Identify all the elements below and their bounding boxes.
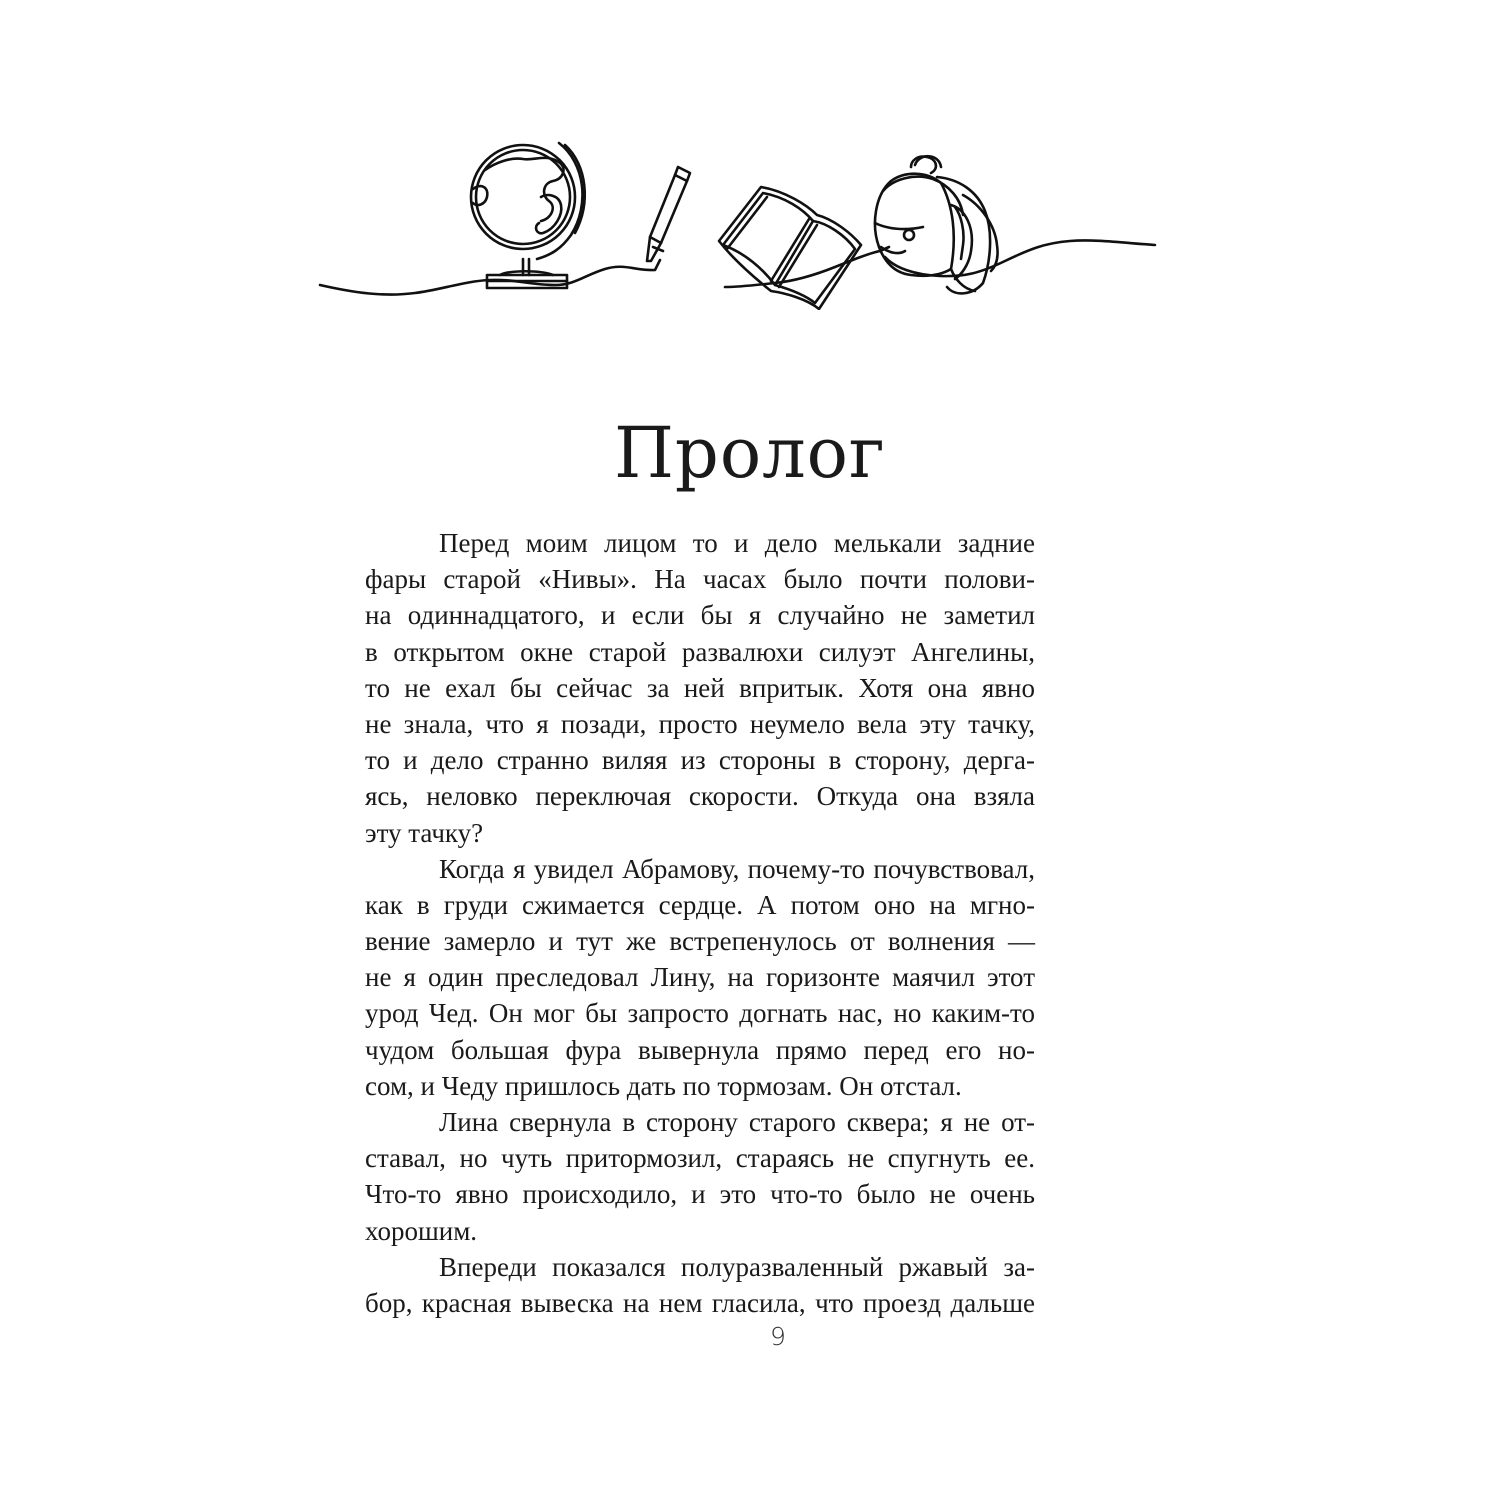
text-line: бор, красная вывеска на нем гласила, что проезд дальше	[365, 1287, 1035, 1318]
text-line: урод Чед. Он мог бы запросто догнать нас, но каким-то	[365, 998, 1035, 1029]
text-line: не знала, что я позади, просто неумело вела эту тачку,	[365, 708, 1035, 739]
text-line: Когда я увидел Абрамову, почему-то почувствовал,	[439, 853, 1035, 884]
text-line: не я один преследовал Лину, на горизонте маячил этот	[365, 962, 1035, 993]
text-line: хорошим.	[365, 1215, 478, 1246]
text-line: чудом большая фура вывернула прямо перед его но-	[365, 1034, 1035, 1065]
baseline-wave	[320, 240, 1155, 294]
body-text	[365, 525, 1035, 1321]
text-line: фары старой «Нивы». На часах было почти полови-	[365, 564, 1035, 595]
globe-icon	[471, 143, 585, 288]
text-line: ставал, но чуть притормозил, стараясь не спугнуть ее.	[365, 1143, 1035, 1174]
text-line: вение замерло и тут же встрепенулось от волнения —	[365, 926, 1035, 957]
text-line: Перед моим лицом то и дело мелькали задние	[439, 528, 1035, 558]
text-line: то и дело странно виляя из стороны в сторону, дерга-	[365, 745, 1035, 776]
text-line: в открытом окне старой развалюхи силуэт Ангелины,	[365, 636, 1035, 667]
text-line: сом, и Чеду пришлось дать по тормозам. Он отстал.	[365, 1070, 962, 1101]
header-line-illustration	[315, 135, 1160, 310]
text-line: Что-то явно происходило, и это что-то было не очень	[365, 1179, 1035, 1210]
text-line: как в груди сжимается сердце. А потом оно на мгно-	[365, 889, 1035, 920]
text-line: Впереди показался полуразваленный ржавый за-	[439, 1251, 1035, 1282]
text-line: эту тачку?	[365, 817, 484, 848]
text-line: то не ехал бы сейчас за ней впритык. Хотя она явно	[365, 672, 1035, 703]
text-line: Лина свернула в сторону старого сквера; я не от-	[439, 1107, 1035, 1137]
text-line: на одиннадцатого, и если бы я случайно не заметил	[365, 600, 1035, 631]
pencil-icon	[647, 167, 690, 261]
text-line: ясь, неловко переключая скорости. Откуда она взяла	[365, 781, 1035, 812]
page-number: 9	[770, 1322, 786, 1351]
chapter-title: Пролог	[614, 412, 886, 494]
open-book-icon	[719, 187, 861, 309]
